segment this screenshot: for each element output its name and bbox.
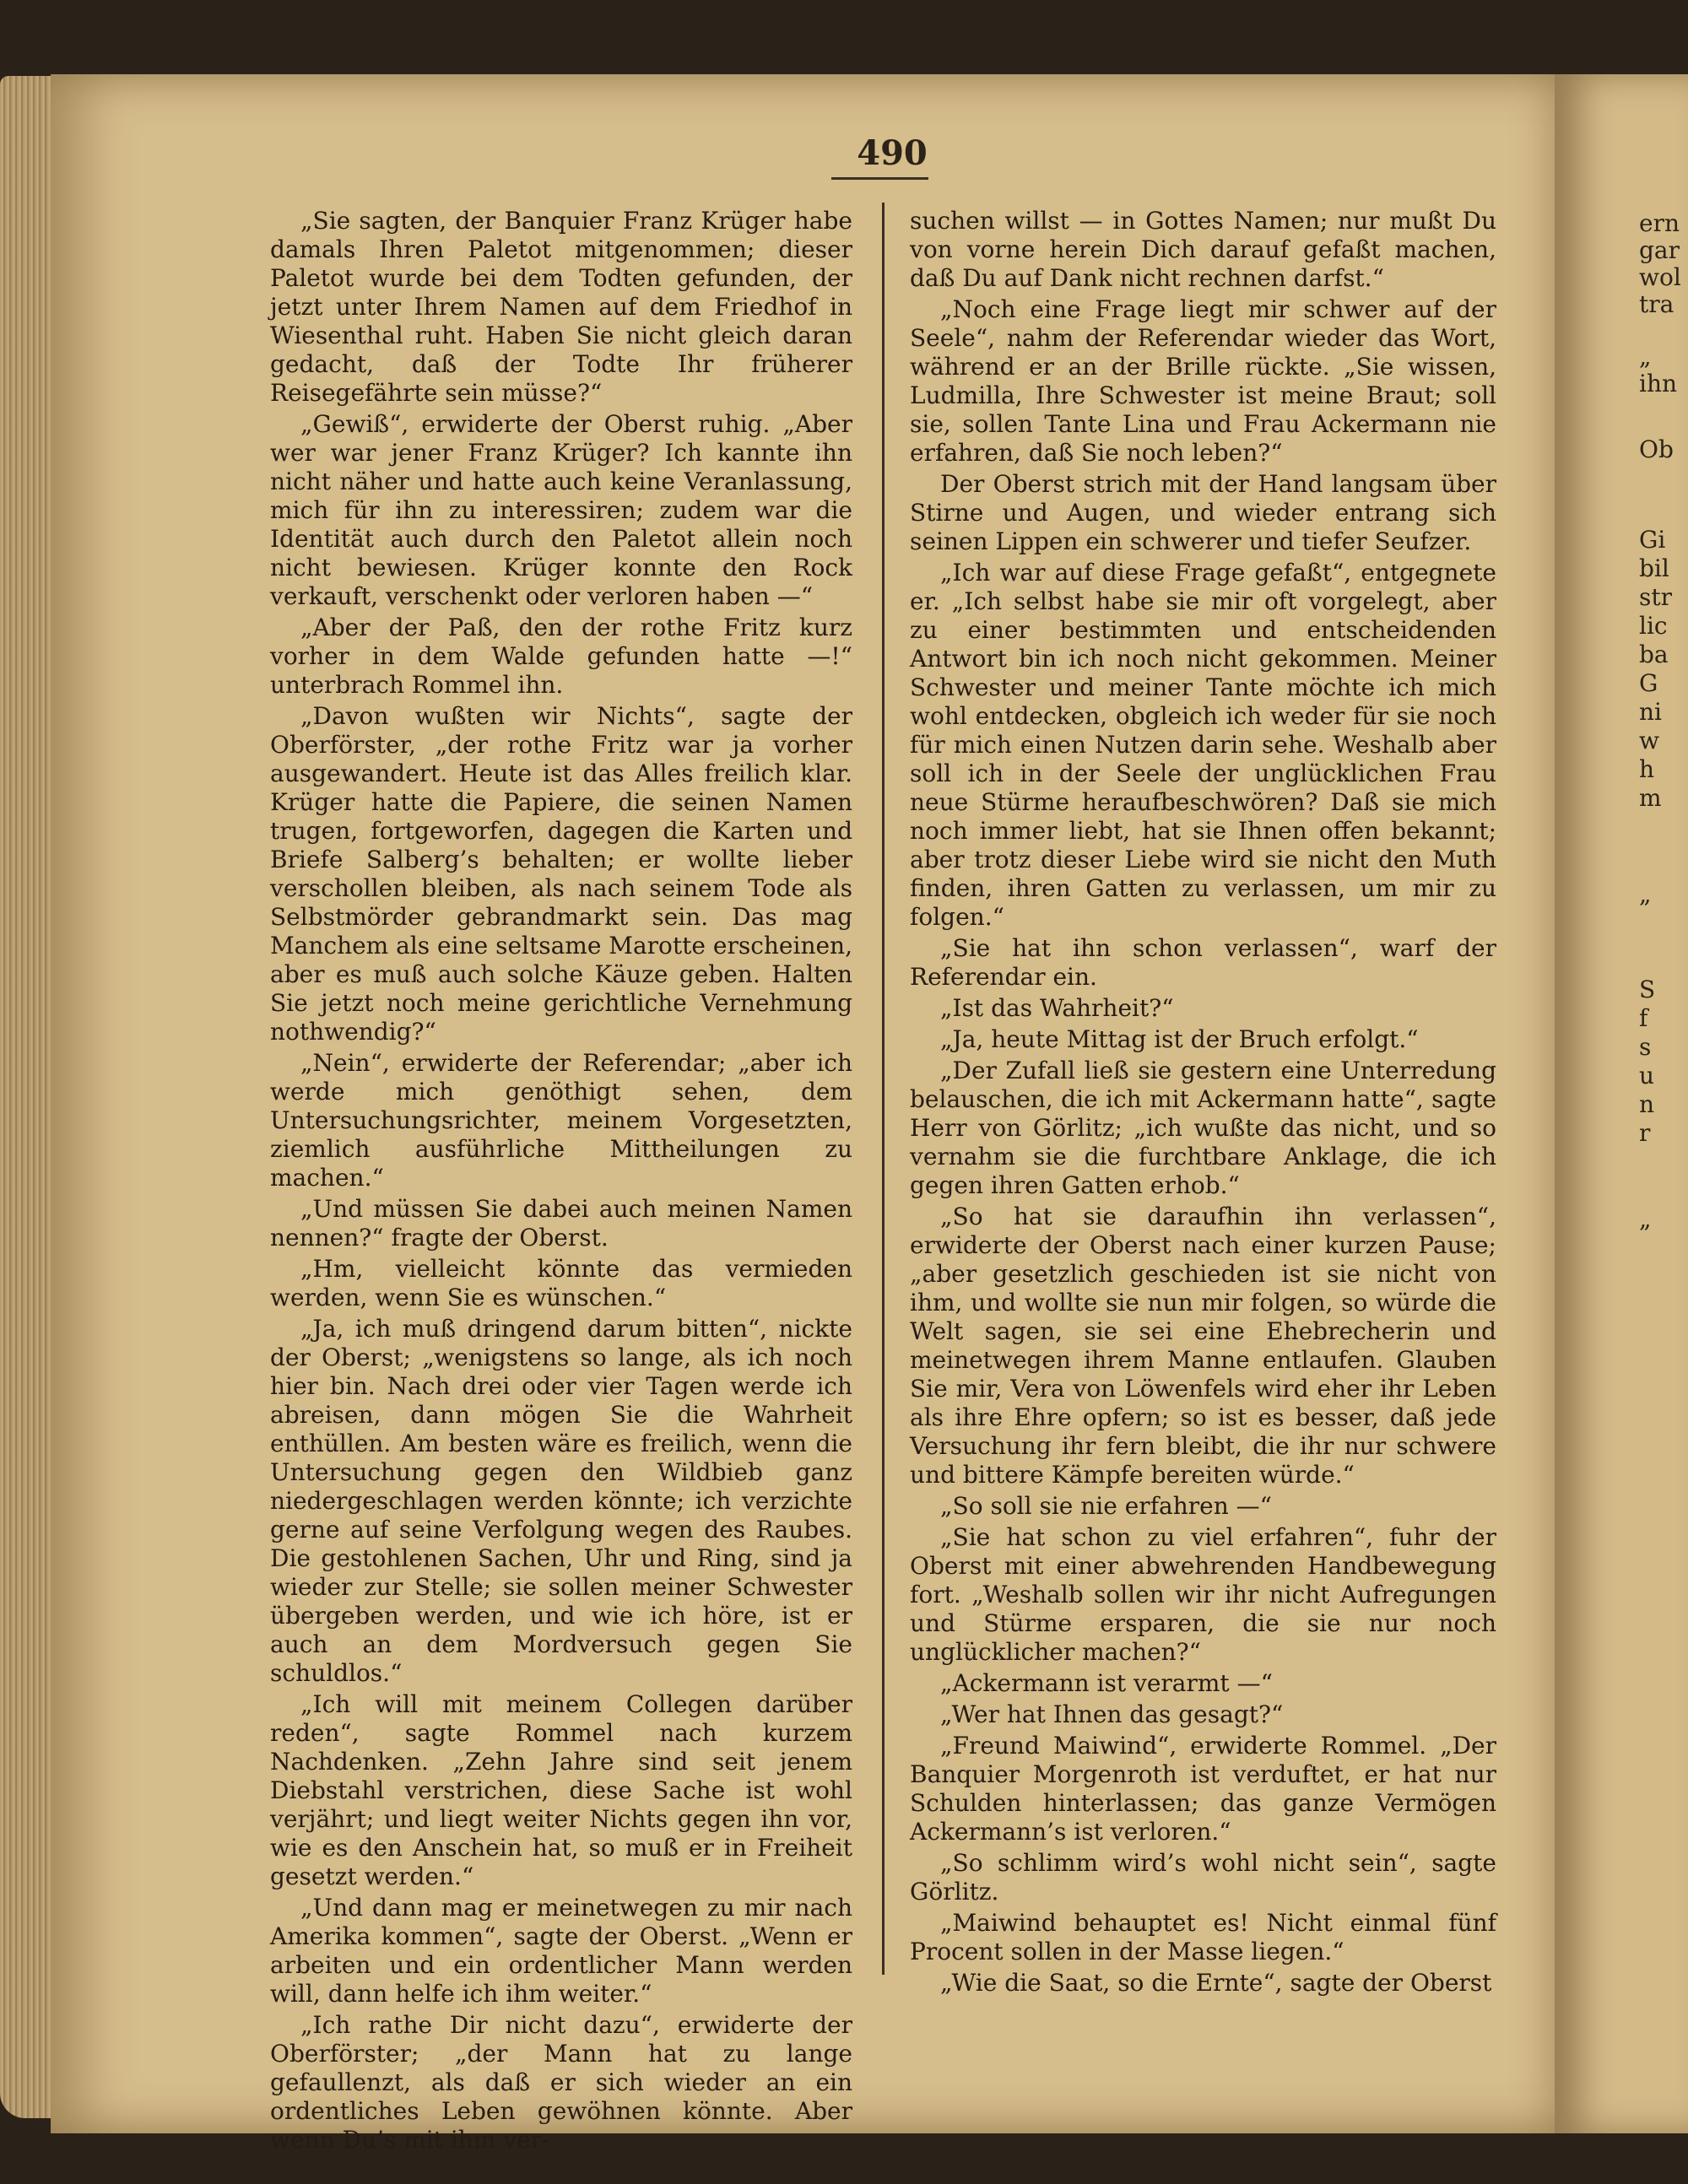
paragraph: „Gewiß“, erwiderte der Oberst ruhig. „Aber wer war jener Franz Krüger? Ich kannte ihn nicht näher und hatte auch keine Veranlassung, mich für ihn zu interessiren; zudem war die Identität auch durch den Paletot allein noch nicht bewiesen. Krüger konnte den Rock verkauft, verschenkt oder verloren haben —“ (270, 410, 852, 610)
next-page-fragment: S (1639, 976, 1656, 1003)
next-page-fragment: wol (1639, 263, 1681, 291)
next-page-edge (1555, 74, 1688, 2133)
next-page-fragment: s (1639, 1033, 1652, 1061)
next-page-fragment: bil (1639, 554, 1669, 582)
next-page-fragment: m (1639, 784, 1662, 812)
next-page-fragment: n (1639, 1090, 1655, 1118)
paragraph: „So soll sie nie erfahren —“ (940, 1492, 1272, 1520)
paragraph: „Ja, ich muß dringend darum bitten“, nickte der Oberst; „wenigstens so lange, als ich noch hier bin. Nach drei oder vier Tagen werde ich abreisen, dann mögen Sie die Wahrheit enthüllen. Am besten wäre es freilich, wenn die Untersuchung gegen den Wildbieb ganz niedergeschlagen werden könnte; ich verzichte gerne auf seine Verfolgung wegen des Raubes. Die gestohlenen Sachen, Uhr und Ring, sind ja wieder zur Stelle; sie sollen meiner Schwester übergeben werden, und wie ich höre, ist er auch an dem Mordversuch gegen Sie schuldlos.“ (270, 1315, 852, 1687)
next-page-fragment: f (1639, 1004, 1648, 1032)
paragraph: „Ich rathe Dir nicht dazu“, erwiderte der Oberförster; „der Mann hat zu lange gefaullenzt, als daß er sich wieder an ein ordentliches Leben gewöhnen könnte. Aber wenn Du’s mit ihm ver- (270, 2011, 852, 2154)
paragraph: „Ich war auf diese Frage gefaßt“, entgegnete er. „Ich selbst habe sie mir oft vorgelegt, aber zu einer bestimmten und entscheidenden Antwort bin ich noch nicht gekommen. Meiner Schwester und meiner Tante möchte ich mich wohl entdecken, obgleich ich weder für sie noch für mich einen Nutzen darin sehe. Weshalb aber soll ich in der Seele der unglücklichen Frau neue Stürme heraufbeschwören? Daß sie mich noch immer liebt, hat sie Ihnen offen bekannt; aber trotz dieser Liebe wird sie nicht den Muth finden, ihren Gatten zu verlassen, um mir zu folgen.“ (910, 559, 1496, 931)
next-page-fragment: str (1639, 583, 1673, 611)
right-column (910, 207, 1496, 2000)
next-page-fragment: ba (1639, 641, 1669, 668)
paragraph: „Ja, heute Mittag ist der Bruch erfolgt.“ (940, 1025, 1419, 1053)
paragraph: „So hat sie daraufhin ihn verlassen“, erwiderte der Oberst nach einer kurzen Pause; „aber gesetzlich geschieden ist sie nicht von ihm, und wollte sie nun mir folgen, so würde die Welt sagen, sie sei eine Ehebrecherin und meinetwegen ihrem Manne entlaufen. Glauben Sie mir, Vera von Löwenfels wird eher ihr Leben als ihre Ehre opfern; so ist es besser, daß jede Versuchung ihr fern bleibt, die ihr nur schwere und bittere Kämpfe bereiten würde.“ (910, 1203, 1496, 1489)
next-page-fragment: h (1639, 755, 1655, 783)
paragraph: „Maiwind behauptet es! Nicht einmal fünf Procent sollen in der Masse liegen.“ (910, 1909, 1496, 1965)
paragraph: „Nein“, erwiderte der Referendar; „aber ich werde mich genöthigt sehen, dem Untersuchungsrichter, meinem Vorgesetzten, ziemlich ausführliche Mittheilungen zu machen.“ (270, 1049, 852, 1192)
page-number-rule (831, 177, 928, 180)
paragraph: „Und müssen Sie dabei auch meinen Namen nennen?“ fragte der Oberst. (270, 1195, 852, 1251)
paragraph: „Wer hat Ihnen das gesagt?“ (940, 1700, 1284, 1728)
next-page-fragment: lic (1639, 612, 1668, 640)
next-page-fragment: ni (1639, 698, 1662, 726)
left-column (270, 207, 852, 2157)
paragraph: „Freund Maiwind“, erwiderte Rommel. „Der Banquier Morgenroth ist verduftet, er hat nur Schulden hinterlassen; das ganze Vermögen Ackermann’s ist verloren.“ (910, 1732, 1496, 1846)
paragraph: Der Oberst strich mit der Hand langsam über Stirne und Augen, und wieder entrang sich seinen Lippen ein schwerer und tiefer Seufzer. (910, 470, 1496, 555)
paragraph: „Wie die Saat, so die Ernte“, sagte der Oberst (940, 1969, 1492, 1997)
paragraph: „Noch eine Frage liegt mir schwer auf der Seele“, nahm der Referendar wieder das Wort, während er an der Brille rückte. „Sie wissen, Ludmilla, Ihre Schwester ist meine Braut; soll sie, sollen Tante Lina und Frau Ackermann nie erfahren, daß Sie noch leben?“ (910, 295, 1496, 467)
next-page-fragment: tra (1639, 290, 1674, 318)
next-page-fragment: u (1639, 1062, 1655, 1089)
page-number: 490 (857, 133, 928, 173)
paragraph: „Ich will mit meinem Collegen darüber reden“, sagte Rommel nach kurzem Nachdenken. „Zehn Jahre sind seit jenem Diebstahl verstrichen, diese Sache ist wohl verjährt; und liegt weiter Nichts gegen ihn vor, wie es den Anschein hat, so muß er in Freiheit gesetzt werden.“ (270, 1690, 852, 1890)
paragraph: „So schlimm wird’s wohl nicht sein“, sagte Görlitz. (910, 1849, 1496, 1906)
paragraph: „Ist das Wahrheit?“ (940, 994, 1174, 1022)
next-page-fragment: r (1639, 1119, 1651, 1147)
paragraph: „Der Zufall ließ sie gestern eine Unterredung belauschen, die ich mit Ackermann hatte“, sagte Herr von Görlitz; „ich wußte das nicht, und so vernahm sie die furchtbare Anklage, die ich gegen ihren Gatten erhob.“ (910, 1057, 1496, 1199)
next-page-fragment: Gi (1639, 526, 1666, 554)
next-page-fragment: Ob (1639, 435, 1674, 463)
next-page-fragment: G (1639, 669, 1658, 697)
next-page-fragment: „ (1639, 880, 1652, 908)
paragraph: „Aber der Paß, den der rothe Fritz kurz vorher in dem Walde gefunden hatte —!“ unterbrach Rommel ihn. (270, 614, 852, 699)
paragraph: „Sie hat schon zu viel erfahren“, fuhr der Oberst mit einer abwehrenden Handbewegung fort. „Weshalb sollen wir ihr nicht Aufregungen und Stürme ersparen, die sie nur noch unglücklicher machen?“ (910, 1523, 1496, 1666)
paragraph: „Und dann mag er meinetwegen zu mir nach Amerika kommen“, sagte der Oberst. „Wenn er arbeiten und ein ordentlicher Mann werden will, dann helfe ich ihm weiter.“ (270, 1894, 852, 2008)
next-page-fragment: gar (1639, 236, 1680, 264)
paragraph: „Sie sagten, der Banquier Franz Krüger habe damals Ihren Paletot mitgenommen; dieser Paletot wurde bei dem Todten gefunden, der jetzt unter Ihrem Namen auf dem Friedhof in Wiesenthal ruht. Haben Sie nicht gleich daran gedacht, daß der Todte Ihr früherer Reisegefährte sein müsse?“ (270, 207, 852, 407)
paragraph: „Ackermann ist verarmt —“ (940, 1669, 1273, 1697)
paragraph: „Hm, vielleicht könnte das vermieden werden, wenn Sie es wünschen.“ (270, 1255, 852, 1311)
next-page-fragment: „ (1639, 343, 1652, 370)
paragraph: „Sie hat ihn schon verlassen“, warf der Referendar ein. (910, 934, 1496, 991)
next-page-fragment: „ (1639, 1205, 1652, 1233)
paragraph-continued: suchen willst — in Gottes Namen; nur mußt Du von vorne herein Dich darauf gefaßt machen, daß Du auf Dank nicht rechnen darfst.“ (910, 207, 1496, 292)
column-divider (882, 203, 885, 1975)
next-page-fragment: ern (1639, 209, 1680, 237)
next-page-fragment: w (1639, 727, 1659, 754)
paragraph: „Davon wußten wir Nichts“, sagte der Oberförster, „der rothe Fritz war ja vorher ausgewandert. Heute ist das Alles freilich klar. Krüger hatte die Papiere, die seinen Namen trugen, fortgeworfen, dagegen die Karten und Briefe Salberg’s behalten; er wollte lieber verschollen bleiben, als nach seinem Tode als Selbstmörder gebrandmarkt sein. Das mag Manchem als eine seltsame Marotte erscheinen, aber es muß auch solche Käuze geben. Halten Sie jetzt noch meine gerichtliche Vernehmung nothwendig?“ (270, 702, 852, 1046)
next-page-fragment: ihn (1639, 370, 1678, 397)
